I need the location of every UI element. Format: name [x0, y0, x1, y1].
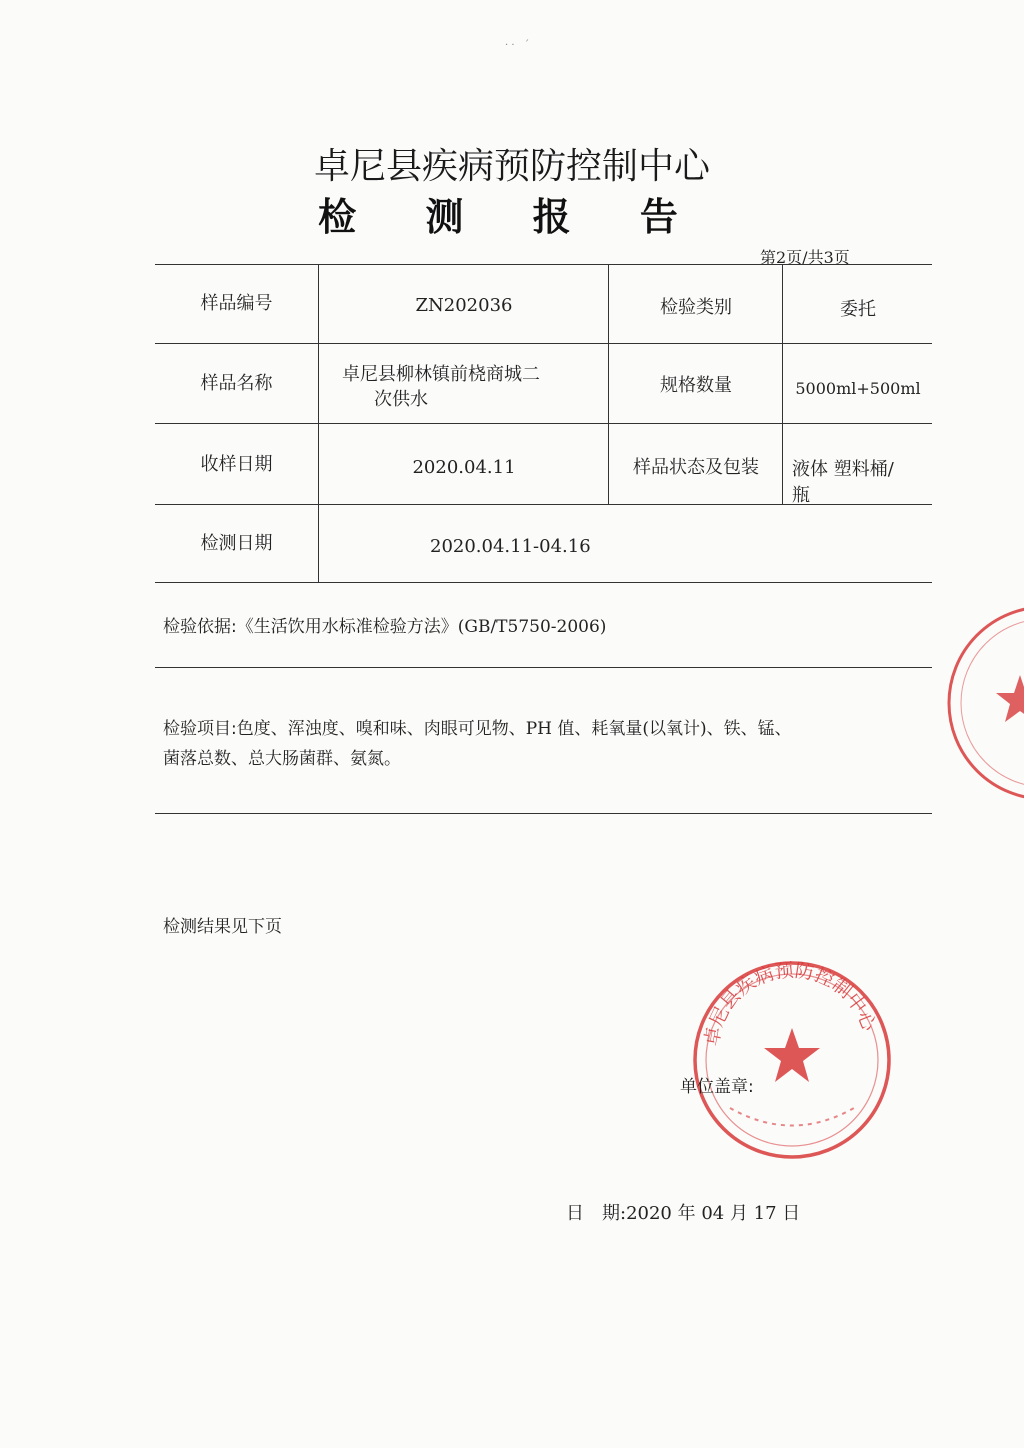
- official-stamp-partial: [940, 600, 1024, 810]
- scan-marks: · · ˊ: [505, 40, 530, 51]
- inspection-basis-label: 检验依据:: [163, 617, 237, 637]
- spec-qty-label: 规格数量: [660, 375, 732, 396]
- results-note: 检测结果见下页: [163, 917, 282, 937]
- report-title: 检 测 报 告: [318, 195, 706, 239]
- page-indicator: 第2页/共3页: [760, 248, 850, 267]
- sample-name-label: 样品名称: [200, 373, 273, 394]
- inspection-type-value: 委托: [840, 299, 876, 320]
- inspection-type-label: 检验类别: [660, 297, 732, 318]
- report-date-label: 日 期:: [566, 1203, 627, 1224]
- sample-state-value-line2: 瓶: [792, 485, 810, 506]
- report-date-value: 2020 年 04 月 17 日: [626, 1203, 801, 1224]
- sample-name-value-line1: 卓尼县柳林镇前桡商城二: [342, 364, 540, 385]
- inspection-items-label: 检验项目:: [163, 719, 237, 739]
- sample-name-value-line2: 次供水: [374, 389, 428, 410]
- test-date-label: 检测日期: [200, 533, 273, 554]
- receive-date-value: 2020.04.11: [412, 457, 516, 478]
- receive-date-label: 收样日期: [200, 454, 273, 475]
- official-stamp: [690, 958, 894, 1162]
- sample-id-value: ZN202036: [415, 295, 513, 316]
- divider: [155, 667, 932, 668]
- sample-state-label: 样品状态及包装: [633, 457, 759, 478]
- inspection-items: [163, 714, 933, 774]
- divider: [155, 813, 932, 814]
- inspection-items-line1: 色度、浑浊度、嗅和味、肉眼可见物、PH 值、耗氧量(以氧计)、铁、锰、: [236, 719, 792, 739]
- report-date: [566, 1199, 800, 1225]
- inspection-items-line2: 菌落总数、总大肠菌群、氨氮。: [163, 749, 401, 769]
- test-date-value: 2020.04.11-04.16: [430, 536, 591, 557]
- unit-seal-label: 单位盖章:: [680, 1077, 754, 1097]
- organization-name: 卓尼县疾病预防控制中心: [313, 146, 710, 187]
- sample-id-label: 样品编号: [200, 293, 273, 314]
- sample-state-value-line1: 液体 塑料桶/: [792, 459, 894, 480]
- inspection-basis-value: 《生活饮用水标准检验方法》(GB/T5750-2006): [236, 617, 607, 637]
- spec-qty-value: 5000ml+500ml: [795, 379, 921, 398]
- inspection-basis: [163, 612, 933, 642]
- stamp-text: 卓尼县疾病预防控制中心: [700, 959, 880, 1048]
